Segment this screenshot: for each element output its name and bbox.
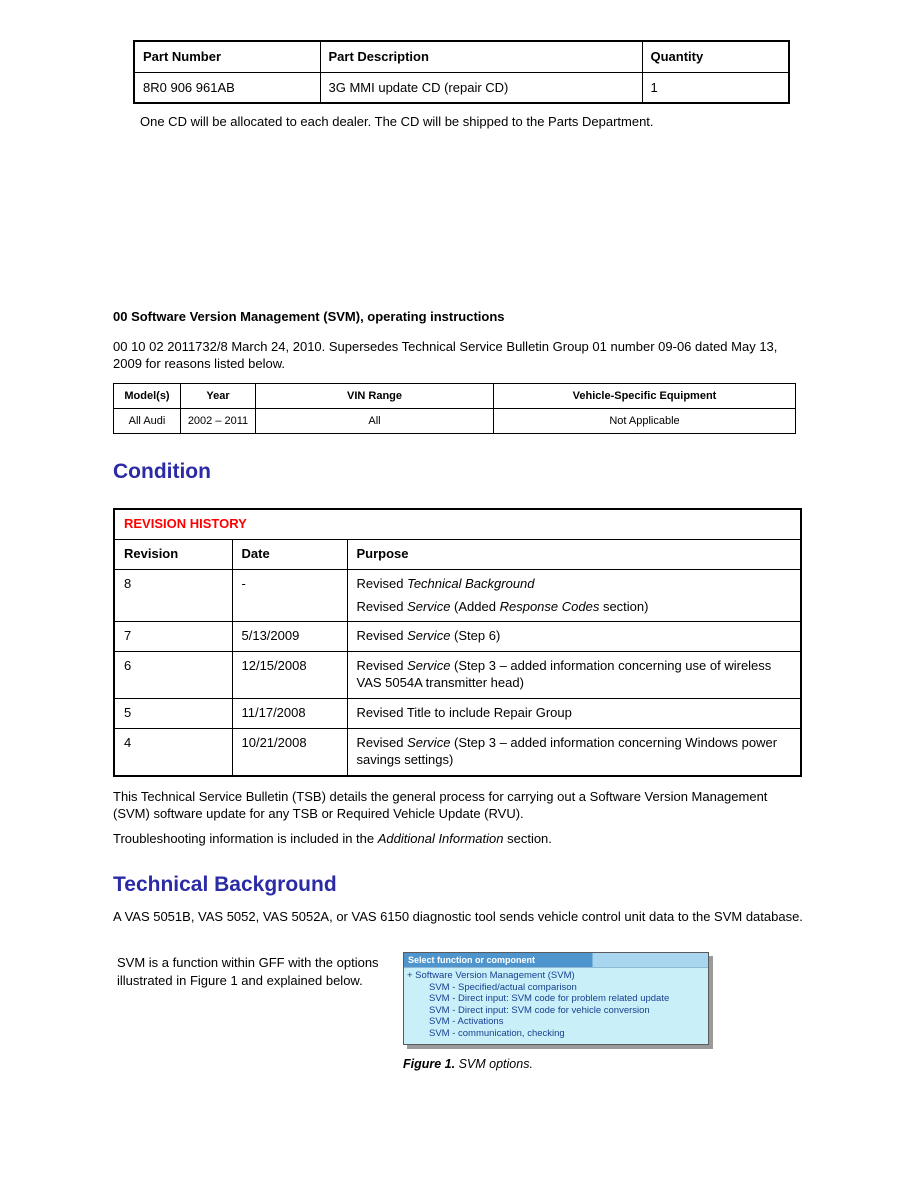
revision-cell-purpose <box>347 699 801 729</box>
revision-cell-date: 5/13/2009 <box>232 622 347 652</box>
vehicle-table-row <box>114 408 796 433</box>
revision-cell-purpose <box>347 569 801 622</box>
revision-cell-rev: 7 <box>114 622 232 652</box>
revision-header-purpose: Purpose <box>347 539 801 569</box>
parts-cell-part-description: 3G MMI update CD (repair CD) <box>320 72 642 103</box>
tree-item-specified-actual: SVM - Specified/actual comparison <box>429 981 577 993</box>
revision-header-date: Date <box>232 539 347 569</box>
svm-options-screenshot <box>403 952 709 1045</box>
purpose-line: Revised Title to include Repair Group <box>356 705 572 721</box>
parts-cell-part-number: 8R0 906 961AB <box>134 72 320 103</box>
condition-paragraph-1: This Technical Service Bulletin (TSB) details the general process for carrying out a Software Version Management (SVM) software update for any TSB or Required Vehicle Update (RVU). <box>113 788 768 821</box>
revision-cell-purpose <box>347 622 801 652</box>
figure-side-text: SVM is a function within GFF with the options illustrated in Figure 1 and explained below. <box>117 955 379 988</box>
vehicle-table <box>113 383 796 434</box>
purpose-line: Revised Service (Step 3 – added information concerning Windows power savings settings) <box>356 735 778 767</box>
vehicle-header-equipment: Vehicle-Specific Equipment <box>494 383 796 408</box>
revision-row-5 <box>114 699 801 729</box>
revision-cell-date: 11/17/2008 <box>232 699 347 729</box>
technical-background-paragraph: A VAS 5051B, VAS 5052, VAS 5052A, or VAS 6150 diagnostic tool sends vehicle control unit data to the SVM database. <box>113 909 803 925</box>
vehicle-cell-year: 2002 – 2011 <box>181 408 256 433</box>
revision-cell-purpose <box>347 652 801 699</box>
revision-cell-rev: 4 <box>114 729 232 776</box>
revision-header-revision: Revision <box>114 539 232 569</box>
purpose-line: Revised Service (Step 3 – added information concerning use of wireless VAS 5054A transmitter head) <box>356 658 772 691</box>
vehicle-cell-models: All Audi <box>114 408 181 433</box>
parts-cell-quantity: 1 <box>642 72 789 103</box>
vehicle-header-models: Model(s) <box>114 383 181 408</box>
revision-cell-date: 10/21/2008 <box>232 729 347 776</box>
revision-history-title: REVISION HISTORY <box>114 509 801 539</box>
revision-row-4 <box>114 729 801 776</box>
parts-header-quantity: Quantity <box>642 41 789 72</box>
purpose-line: Revised Technical Background <box>356 575 535 591</box>
revision-cell-purpose <box>347 729 801 776</box>
technical-background-heading: Technical Background <box>113 873 337 897</box>
revision-cell-date: - <box>232 569 347 622</box>
parts-note: One CD will be allocated to each dealer. The CD will be shipped to the Parts Department. <box>140 114 654 129</box>
parts-table <box>133 40 790 104</box>
revision-cell-rev: 8 <box>114 569 232 622</box>
figure-section <box>113 952 918 1071</box>
purpose-line: Revised Service (Step 6) <box>356 628 501 644</box>
tree-item-direct-input-problem: SVM - Direct input: SVM code for problem related update <box>429 993 670 1005</box>
vehicle-header-year: Year <box>181 383 256 408</box>
vehicle-table-header-row <box>114 383 796 408</box>
revision-cell-rev: 6 <box>114 652 232 699</box>
vehicle-cell-equipment: Not Applicable <box>494 408 796 433</box>
purpose-line: Revised Service (Added Response Codes section) <box>356 598 649 614</box>
svm-section-title: 00 Software Version Management (SVM), operating instructions <box>113 309 505 324</box>
parts-header-part-number: Part Number <box>134 41 320 72</box>
tree-item-svm-root: + Software Version Management (SVM) <box>407 970 575 982</box>
revision-row-6 <box>114 652 801 699</box>
figure-header-bar: Select function or component <box>404 953 708 968</box>
tree-item-communication: SVM - communication, checking <box>429 1027 565 1039</box>
tree-item-activations: SVM - Activations <box>429 1016 504 1028</box>
revision-row-7 <box>114 622 801 652</box>
revision-header-row <box>114 539 801 569</box>
parts-header-part-description: Part Description <box>320 41 642 72</box>
revision-title-row <box>114 509 801 539</box>
tree-item-direct-input-conversion: SVM - Direct input: SVM code for vehicle conversion <box>429 1004 650 1016</box>
revision-cell-rev: 5 <box>114 699 232 729</box>
revision-history-table <box>113 508 802 777</box>
vehicle-cell-vin-range: All <box>256 408 494 433</box>
svm-section-intro: 00 10 02 2011732/8 March 24, 2010. Supersedes Technical Service Bulletin Group 01 number 09-06 dated May 13, 2009 for reasons listed below. <box>113 339 778 371</box>
condition-paragraph-2: Troubleshooting information is included in the Additional Information section. <box>113 830 552 846</box>
vehicle-header-vin-range: VIN Range <box>256 383 494 408</box>
parts-table-header-row <box>134 41 789 72</box>
figure-1 <box>403 952 709 1071</box>
condition-heading: Condition <box>113 459 211 483</box>
figure-tree <box>404 968 708 1044</box>
revision-cell-date: 12/15/2008 <box>232 652 347 699</box>
figure-caption: Figure 1. SVM options. <box>403 1057 533 1072</box>
revision-row-8 <box>114 569 801 622</box>
parts-table-row <box>134 72 789 103</box>
